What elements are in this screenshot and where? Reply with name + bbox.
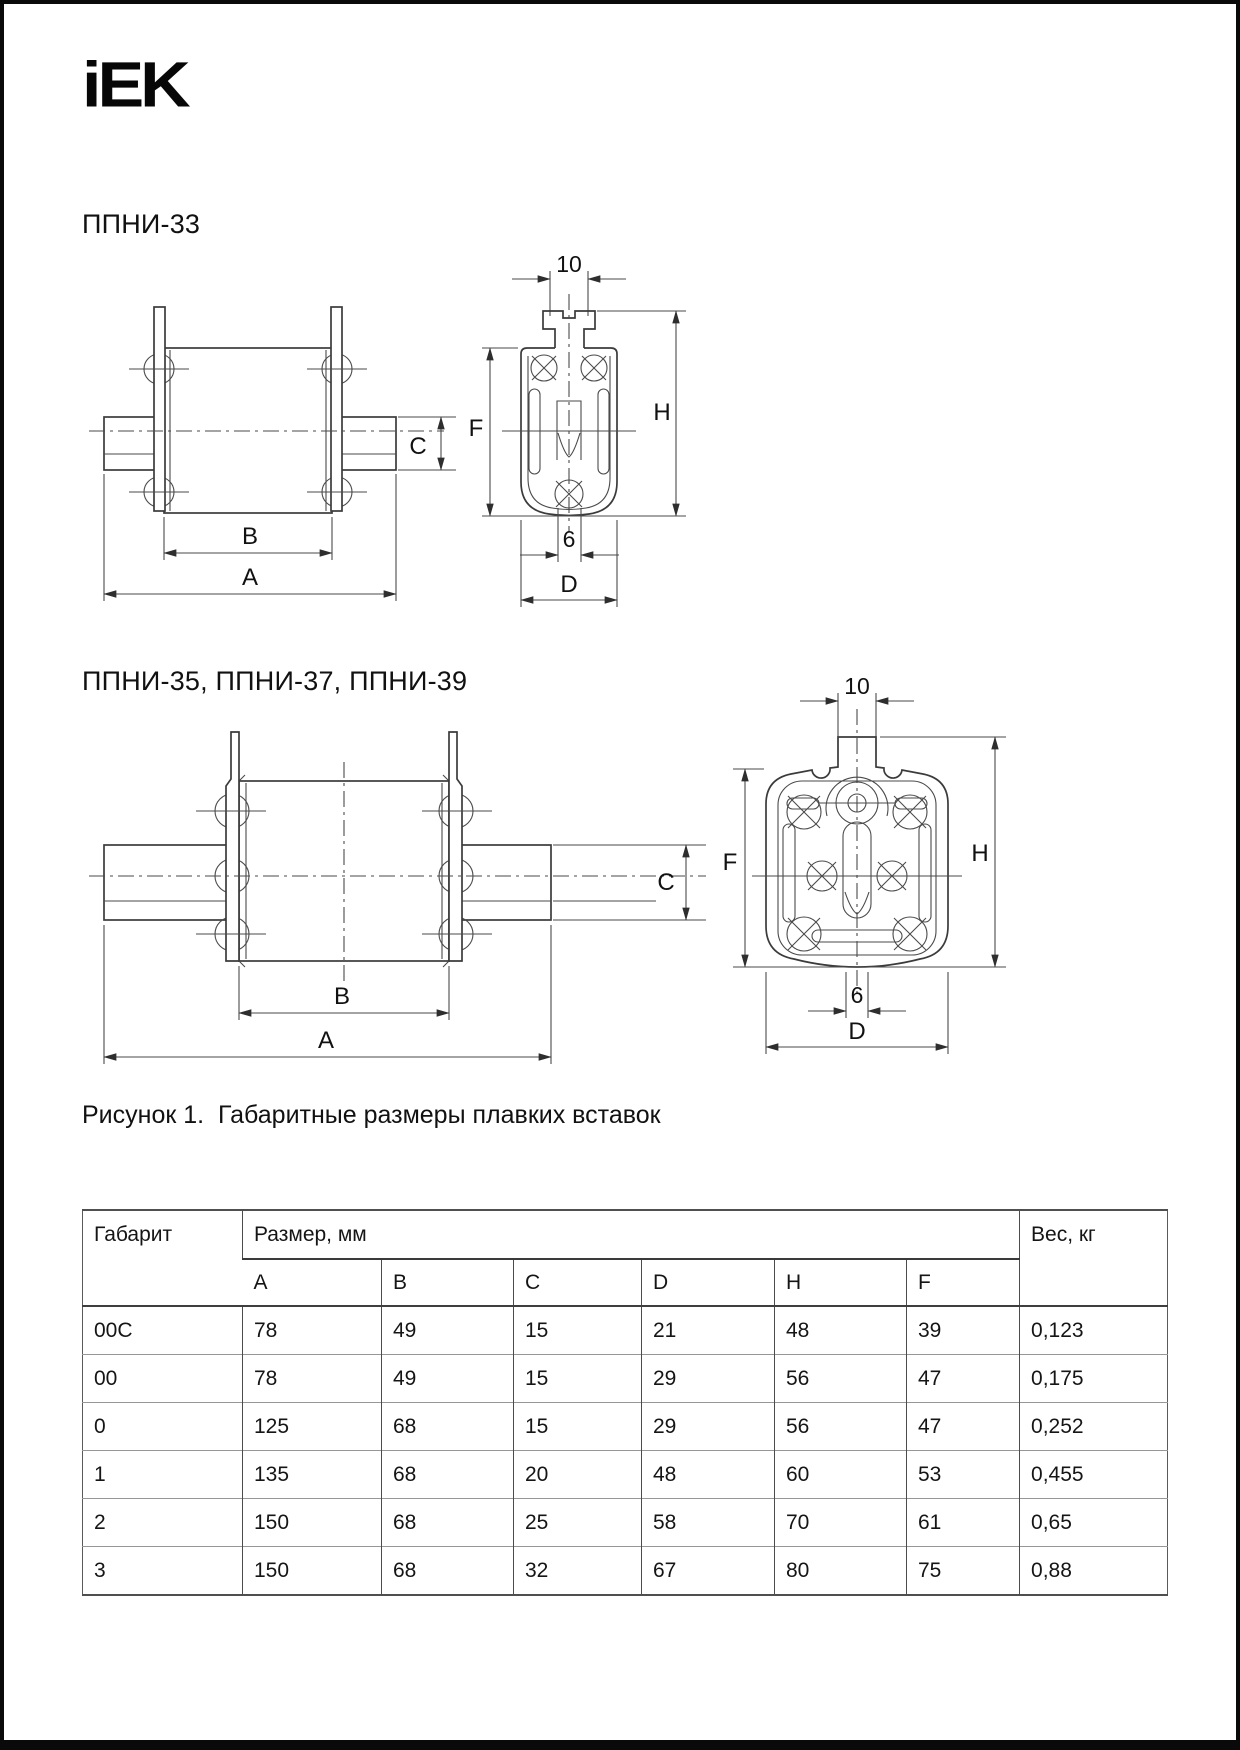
cell-weight: 0,175 bbox=[1020, 1355, 1168, 1403]
cell-H: 70 bbox=[775, 1499, 907, 1547]
cell-A: 135 bbox=[243, 1451, 382, 1499]
dim-label-6: 6 bbox=[562, 526, 576, 552]
table-row bbox=[83, 1403, 1168, 1451]
table-row bbox=[83, 1451, 1168, 1499]
cell-gabarit: 3 bbox=[83, 1547, 243, 1596]
size-col-H: H bbox=[775, 1259, 907, 1306]
cell-H: 80 bbox=[775, 1547, 907, 1596]
cell-B: 49 bbox=[382, 1306, 514, 1355]
cell-A: 150 bbox=[243, 1499, 382, 1547]
cell-B: 68 bbox=[382, 1403, 514, 1451]
dimension-drawings bbox=[4, 4, 1240, 1164]
contact-blade-left bbox=[226, 732, 239, 961]
contact-blade-right bbox=[331, 307, 342, 511]
cell-F: 47 bbox=[907, 1355, 1020, 1403]
dim-label-B: B bbox=[241, 523, 259, 550]
size-col-B: B bbox=[382, 1259, 514, 1306]
cell-C: 15 bbox=[514, 1306, 642, 1355]
dim-label-H: H bbox=[653, 399, 671, 426]
cell-gabarit: 00 bbox=[83, 1355, 243, 1403]
cell-gabarit: 00C bbox=[94, 1318, 133, 1342]
cell-A: 125 bbox=[243, 1403, 382, 1451]
table-row bbox=[83, 1547, 1168, 1596]
cell-H: 56 bbox=[775, 1355, 907, 1403]
contact-blade-left bbox=[154, 307, 165, 511]
contact-blade-right bbox=[449, 732, 462, 961]
cell-B: 68 bbox=[382, 1451, 514, 1499]
ppni33-front-view bbox=[469, 251, 686, 607]
iek-logo: iEK bbox=[82, 48, 187, 121]
cell-D: 29 bbox=[642, 1355, 775, 1403]
dim-label-D: D bbox=[848, 1018, 866, 1045]
col-header-gabarit: Габарит bbox=[94, 1223, 173, 1246]
cell-H: 56 bbox=[775, 1403, 907, 1451]
dim-label-H: H bbox=[971, 840, 989, 867]
dim-label-A: A bbox=[317, 1027, 335, 1054]
cell-D: 21 bbox=[642, 1306, 775, 1355]
dim-label-6: 6 bbox=[850, 982, 864, 1008]
cell-C: 32 bbox=[514, 1547, 642, 1596]
col-header-size: Размер, мм bbox=[243, 1210, 1020, 1259]
cell-weight: 0,123 bbox=[1020, 1306, 1168, 1355]
ppni35-side-view bbox=[89, 732, 706, 1064]
cell-H: 48 bbox=[775, 1306, 907, 1355]
cell-gabarit: 1 bbox=[83, 1451, 243, 1499]
cell-weight: 0,455 bbox=[1020, 1451, 1168, 1499]
size-col-D: D bbox=[642, 1259, 775, 1306]
dim-label-B: B bbox=[333, 983, 351, 1010]
screw-boss-icon bbox=[893, 795, 927, 829]
side-slot bbox=[783, 824, 795, 922]
dimensions-table bbox=[82, 1209, 1168, 1596]
cell-H: 60 bbox=[775, 1451, 907, 1499]
screw-boss-icon bbox=[893, 917, 927, 951]
cell-D: 29 bbox=[642, 1403, 775, 1451]
size-col-C: C bbox=[514, 1259, 642, 1306]
cell-F: 39 bbox=[907, 1306, 1020, 1355]
cell-F: 53 bbox=[907, 1451, 1020, 1499]
cell-C: 25 bbox=[514, 1499, 642, 1547]
cell-D: 58 bbox=[642, 1499, 775, 1547]
table-row bbox=[83, 1499, 1168, 1547]
cell-C: 15 bbox=[514, 1403, 642, 1451]
table-row bbox=[83, 1355, 1168, 1403]
dim-label-F: F bbox=[468, 415, 484, 442]
dim-label-10: 10 bbox=[556, 251, 582, 277]
cell-gabarit: 0 bbox=[83, 1403, 243, 1451]
cell-C: 20 bbox=[514, 1451, 642, 1499]
dim-label-A: A bbox=[241, 564, 259, 591]
dim-label-C: C bbox=[657, 869, 675, 896]
ppni35-front-view bbox=[723, 673, 1006, 1054]
cell-weight: 0,88 bbox=[1020, 1547, 1168, 1596]
cell-F: 75 bbox=[907, 1547, 1020, 1596]
cell-weight: 0,252 bbox=[1020, 1403, 1168, 1451]
cell-F: 47 bbox=[907, 1403, 1020, 1451]
cell-A: 78 bbox=[243, 1355, 382, 1403]
size-col-F: F bbox=[907, 1259, 1020, 1306]
cell-D: 48 bbox=[642, 1451, 775, 1499]
table-row bbox=[83, 1306, 1168, 1355]
dim-label-F: F bbox=[722, 849, 738, 876]
screw-boss-icon bbox=[787, 795, 821, 829]
screw-boss-icon bbox=[581, 355, 607, 381]
cell-A: 78 bbox=[243, 1306, 382, 1355]
drawing1-title: ППНИ-33 bbox=[82, 209, 201, 239]
dim-label-D: D bbox=[560, 571, 578, 598]
cell-weight: 0,65 bbox=[1020, 1499, 1168, 1547]
cell-gabarit: 2 bbox=[83, 1499, 243, 1547]
ppni33-side-view bbox=[89, 307, 456, 601]
col-header-weight: Вес, кг bbox=[1020, 1210, 1168, 1306]
size-col-A: A bbox=[253, 1270, 268, 1294]
cell-F: 61 bbox=[907, 1499, 1020, 1547]
cell-A: 150 bbox=[243, 1547, 382, 1596]
dim-label-10: 10 bbox=[844, 673, 870, 699]
cell-B: 49 bbox=[382, 1355, 514, 1403]
dim-label-C: C bbox=[409, 433, 427, 460]
cell-B: 68 bbox=[382, 1547, 514, 1596]
drawing2-title: ППНИ-35, ППНИ-37, ППНИ-39 bbox=[82, 666, 468, 696]
cell-B: 68 bbox=[382, 1499, 514, 1547]
cell-D: 67 bbox=[642, 1547, 775, 1596]
screw-boss-icon bbox=[531, 355, 557, 381]
side-slot bbox=[919, 824, 931, 922]
cell-C: 15 bbox=[514, 1355, 642, 1403]
figure-caption: Рисунок 1. Габаритные размеры плавких вставок bbox=[82, 1101, 661, 1129]
screw-boss-icon bbox=[787, 917, 821, 951]
